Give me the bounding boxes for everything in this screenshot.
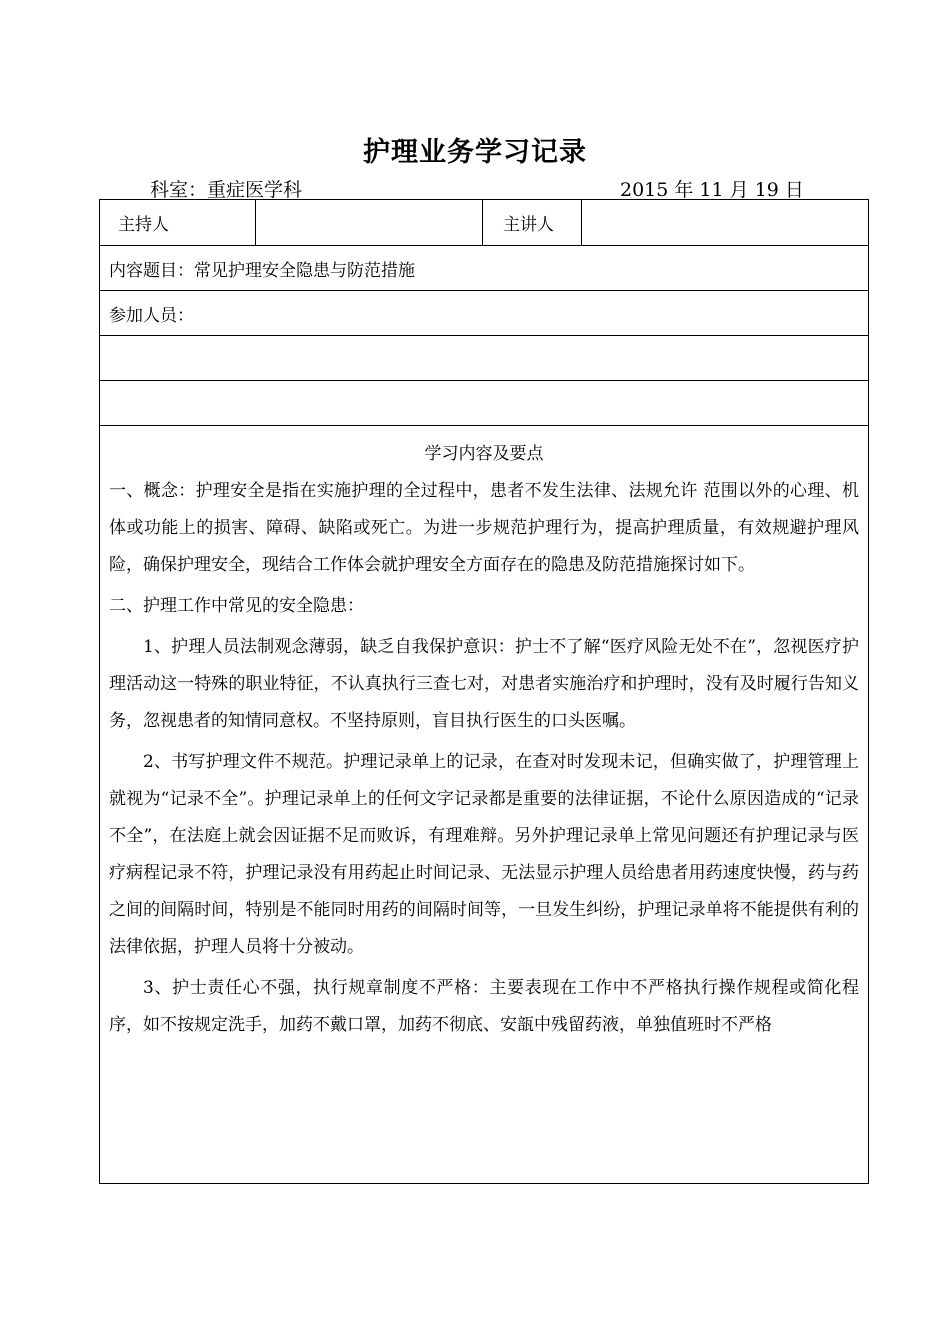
blank-cell-1[interactable] xyxy=(100,336,869,381)
topic-row xyxy=(100,246,869,291)
participants-label: 参加人员： xyxy=(100,291,869,336)
content-cell xyxy=(100,426,869,1184)
blank-row xyxy=(100,336,869,381)
hazard-paragraph-2: 2、书写护理文件不规范。护理记录单上的记录，在查对时发现未记，但确实做了，护理管理上就视为“记录不全”。护理记录单上的任何文字记录都是重要的法律证据，不论什么原因造成的“记录不全”，在法庭上就会因证据不足而败诉，有理难辩。另外护理记录单上常见问题还有护理记录与医疗病程记录不符，护理记录没有用药起止时间记录、无法显示护理人员给患者用药速度快慢，药与药之间的间隔时间，特别是不能同时用药的间隔时间等，一旦发生纠纷，护理记录单将不能提供有利的法律依据，护理人员将十分被动。 xyxy=(109,752,859,957)
hazards-heading: 二、护理工作中常见的安全隐患： xyxy=(109,596,364,616)
concept-paragraph: 一、概念：护理安全是指在实施护理的全过程中，患者不发生法律、法规允许 范围以外的心理、机体或功能上的损害、障碍、缺陷或死亡。为进一步规范护理行为，提高护理质量，有效规避护理风险，确保护理安全，现结合工作体会就护理安全方面存在的隐患及防范措施探讨如下。 xyxy=(109,481,859,575)
participants-row xyxy=(100,291,869,336)
blank-row xyxy=(100,381,869,426)
blank-cell-2[interactable] xyxy=(100,381,869,426)
speaker-value[interactable] xyxy=(582,200,869,246)
hazard-paragraph-1: 1、护理人员法制观念薄弱，缺乏自我保护意识：护士不了解“医疗风险无处不在”，忽视医疗护理活动这一特殊的职业特征，不认真执行三查七对，对患者实施治疗和护理时，没有及时履行告知义务，忽视患者的知情同意权。不坚持原则，盲目执行医生的口头医嘱。 xyxy=(109,637,859,731)
host-speaker-row xyxy=(100,200,869,246)
content-heading: 学习内容及要点 xyxy=(424,444,544,464)
speaker-label: 主讲人 xyxy=(483,200,582,246)
content-row xyxy=(100,426,869,1184)
topic-cell: 内容题目：常见护理安全隐患与防范措施 xyxy=(100,246,869,291)
record-date: 2015 年 11 月 19 日 xyxy=(620,179,804,201)
hazard-paragraph-3: 3、护士责任心不强，执行规章制度不严格：主要表现在工作中不严格执行操作规程或简化程序，如不按规定洗手，加药不戴口罩，加药不彻底、安瓿中残留药液，单独值班时不严格 xyxy=(109,978,859,1035)
page-title: 护理业务学习记录 xyxy=(363,137,587,168)
record-table xyxy=(99,199,869,1184)
host-label: 主持人 xyxy=(100,200,256,246)
host-value[interactable] xyxy=(256,200,483,246)
study-content xyxy=(100,426,868,1044)
department-label: 科室：重症医学科 xyxy=(150,179,303,201)
